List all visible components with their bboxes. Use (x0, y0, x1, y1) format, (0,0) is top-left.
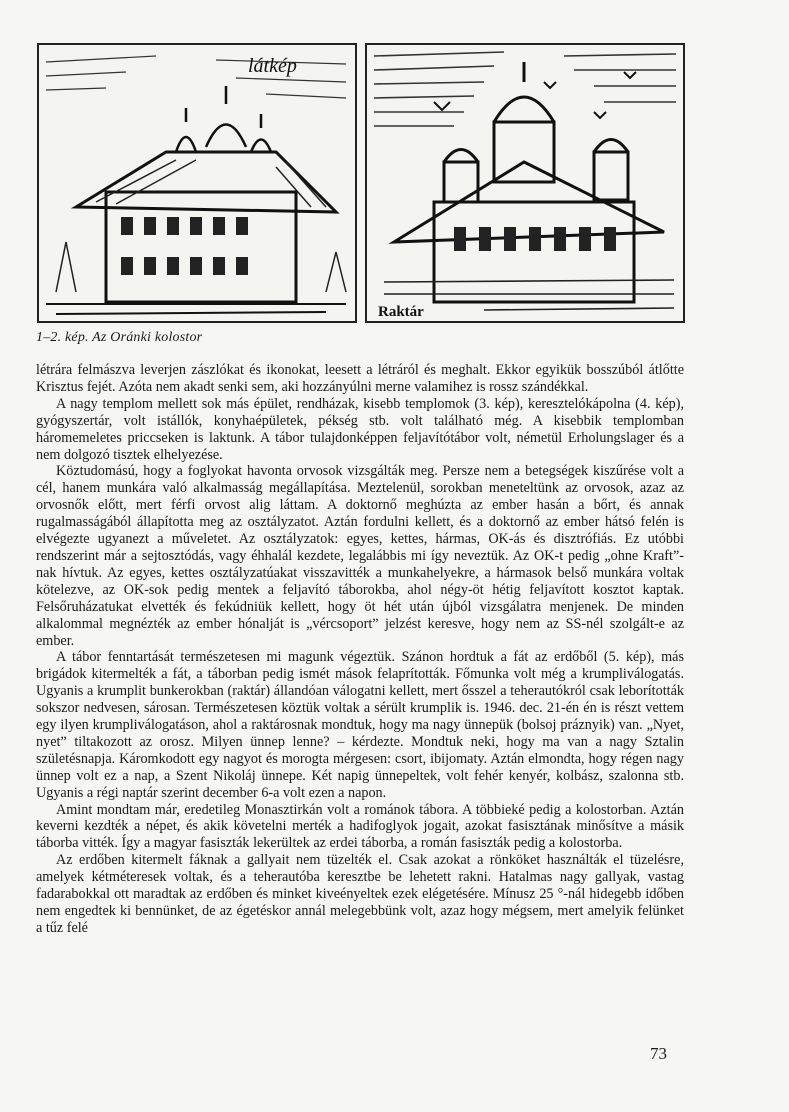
sketch-inscription-left: látkép (248, 55, 297, 77)
monastery-sketch-left (36, 42, 360, 326)
paragraph-5: Amint mondtam már, eredetileg Monasztirkán volt a románok tábora. A többieké pedig a kolostorban. Aztán keverni kezdték a népet, és akik követelni merték a hadifoglyok jogait, azokat fasisztának minősítve a másik táborba vitték. Így a magyar fasiszták lekerültek az erdei táborba, a román fasiszták pedig a kolostorba. (36, 801, 684, 852)
paragraph-3: Köztudomású, hogy a foglyokat havonta orvosok vizsgálták meg. Persze nem a betegségek kiszűrése volt a cél, hanem munkára való alkalmasság megállapítása. Meztelenül, sorokban meneteltünk az orvosok, azaz az orvosnők előtt, mert férfi orvost alig láttam. A doktornő meghúzta az ember hasán a bőrt, és annak rugalmasságából állapította meg az osztályzatot. Aztán fordulni kellett, és a doktornő az ember hátsó felén is elvégezte ugyanezt a műveletet. Az osztályzatok: egyes, kettes, hármas, OK-ás és disztrófiás. Ez utóbbi rendszerint már a sejtosztódás, vagy éhhalál kezdete, legalábbis mi így neveztük. Az OK-t pedig „ohne Kraft”-nak hívtuk. Az egyes, kettes osztályzatúakat visszavitték a munkahelyekre, a hármasok belső munkára voltak kötelezve, az OK-sok pedig mentek a feljavító táborokba, ahol négy-öt hétig feljavított kosztot kaptak. Felsőruházatukat elvették és fekúdniük kellett, hogy öt hét után újból vizsgálatra menjenek. De minden alkalommal megnézték az ember hónalját is „vércsoport” jelzést keresve, hogy nem az SS-nél szolgált-e az ember. (36, 463, 684, 649)
monastery-sketch-right (364, 42, 688, 326)
paragraph-2: A nagy templom mellett sok más épület, rendházak, kisebb templomok (3. kép), keresztelókápolna (4. kép), gyógyszertár, volt istállók, konyhaépületek, pékség stb. volt található még. A kisebbik templomban háromemeletes priccseken is laktunk. A tábor tulajdonképpen feljavítótábor volt, németül Erholungslager és a nem dolgozó tisztek elhelyezése. (36, 395, 684, 463)
figures-row (36, 42, 688, 328)
figure-caption: 1–2. kép. Az Oránki kolostor (36, 330, 203, 345)
paragraph-1: létrára felmászva leverjen zászlókat és ikonokat, leesett a létráról és meghalt. Ekkor egyikük bosszúból átlőtte Krisztus fejét. Azóta nem akadt senki sem, aki hozzányúlni merne valamihez is rossz szándékkal. (36, 362, 684, 395)
page-number: 73 (650, 1044, 667, 1063)
paragraph-6: Az erdőben kitermelt fáknak a gallyait nem tüzelték el. Csak azokat a rönköket használták el tüzelésre, amelyek kétméteresek voltak, és a teherautóba keresztbe be lehetett rakni. Hatalmas nagy gallyak, vastag fadarabokkal ott maradtak az erdőben és minket kiveényeltek ezek elégetésére. Mínusz 25 °-nál hidegebb időben nem engedtek ki bennünket, de az égetéskor annál melegebbünk volt, azaz hogy mégsem, mert amelyik felünket a tűz felé (36, 852, 684, 936)
paragraph-4: A tábor fenntartását természetesen mi magunk végeztük. Szánon hordtuk a fát az erdőből (5. kép), más brigádok kitermelték a fát, a táborban pedig ismét mások felaprították. Főmunka volt még a krumpliválogatás. Ugyanis a krumplit bunkerokban (raktár) állandóan válogatni kellett, mert ősszel a teherautókról csak leborították sokszor nedvesen, sárosan. Természetesen köztük voltak a sérült krumplik is. 1946. dec. 21-én én is részt vettem egy ilyen krumpliválogatáson, ahol a raktárosnak mondtuk, hogy ma nagy ünnepük (bolsoj práznyik) van. „Nyet, nyet” tiltakozott az orosz. Milyen ünnep lenne? – kérdezte. Mondtuk neki, hogy ma van a nagy Sztalin születésnapja. Káromkodott egy nagyot és morogta mérgesen: csort, ibijomaty. Aztán elmondta, hogy régen nagy ünnep volt ez a nap, a Szent Nikoláj ünnepe. Két napig ünnepeltek, volt fehér kenyér, kolbász, szalonna stb. Ugyanis a régi naptár szerint december 6-a volt ezen a napon. (36, 649, 684, 801)
monastery-drawing-right (364, 42, 688, 326)
monastery-drawing-left (36, 42, 360, 326)
body-text (36, 362, 684, 937)
sketch-inscription-right: Raktár (378, 304, 424, 320)
